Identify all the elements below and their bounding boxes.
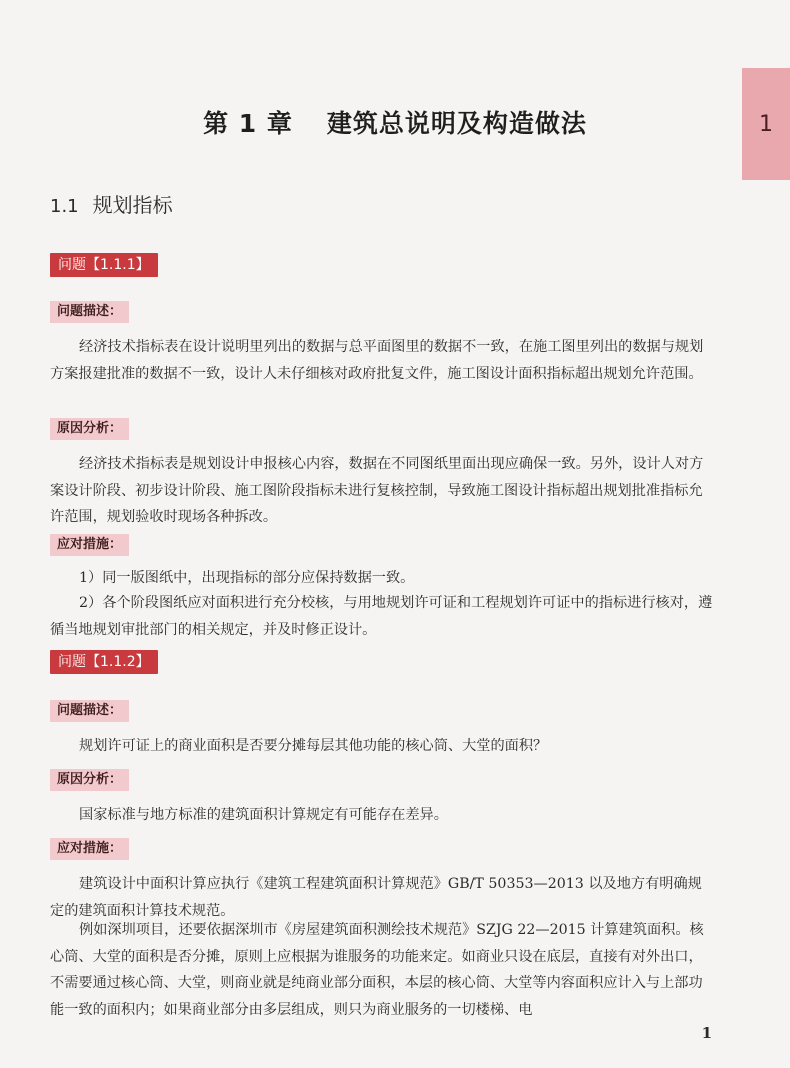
- chapter-title-text: 建筑总说明及构造做法: [326, 109, 587, 138]
- section-title: [50, 189, 173, 218]
- problem-badge: 问题【1.1.2】: [50, 650, 158, 674]
- section-title-text: 规划指标: [92, 193, 173, 217]
- measures-label: 应对措施：: [50, 534, 129, 556]
- measure-paragraph: 例如深圳项目，还要依据深圳市《房屋建筑面积测绘技术规范》SZJG 22—2015 计算建筑面积。核心筒、大堂的面积是否分摊，原则上应根据为谁服务的功能来定。如商业只设在底层，直接有对外出口，不需要通过核心筒、大堂，则商业就是纯商业部分面积，本层的核心筒、大堂等内容面积应计入与上部功能一致的面积内；如果商业部分由多层组成，则只为商业服务的一切楼梯、电: [50, 922, 704, 1018]
- measure-item: 2）各个阶段图纸应对面积进行充分校核，与用地规划许可证和工程规划许可证中的指标进行核对，遵循当地规划审批部门的相关规定，并及时修正设计。: [50, 595, 713, 638]
- measures-label: 应对措施：: [50, 838, 129, 860]
- chapter-tab: 1: [742, 68, 790, 180]
- problem-badge: 问题【1.1.1】: [50, 253, 158, 277]
- page-number: 1: [701, 1024, 712, 1042]
- cause-analysis-text: 国家标准与地方标准的建筑面积计算规定有可能存在差异。: [79, 807, 448, 823]
- chapter-number: 第 1 章: [203, 109, 293, 138]
- problem-description-label: 问题描述：: [50, 301, 129, 323]
- problem-description-label: 问题描述：: [50, 700, 129, 722]
- cause-analysis-text: 经济技术指标表是规划设计申报核心内容，数据在不同图纸里面出现应确保一致。另外，设计人对方案设计阶段、初步设计阶段、施工图阶段指标未进行复核控制，导致施工图设计指标超出规划批准指标允许范围，规划验收时现场各种拆改。: [50, 456, 704, 526]
- chapter-title: [0, 104, 790, 140]
- measure-paragraph: 建筑设计中面积计算应执行《建筑工程建筑面积计算规范》GB/T 50353—2013 以及地方有明确规定的建筑面积计算技术规范。: [50, 876, 702, 919]
- measure-item: 1）同一版图纸中，出现指标的部分应保持数据一致。: [79, 570, 415, 586]
- cause-analysis-label: 原因分析：: [50, 769, 129, 791]
- cause-analysis-label: 原因分析：: [50, 418, 129, 440]
- problem-description-text: 规划许可证上的商业面积是否要分摊每层其他功能的核心筒、大堂的面积？: [79, 738, 548, 754]
- problem-description-text: 经济技术指标表在设计说明里列出的数据与总平面图里的数据不一致，在施工图里列出的数据与规划方案报建批准的数据不一致，设计人未仔细核对政府批复文件，施工图设计面积指标超出规划允许范围。: [50, 339, 704, 382]
- section-number: 1.1: [50, 196, 79, 217]
